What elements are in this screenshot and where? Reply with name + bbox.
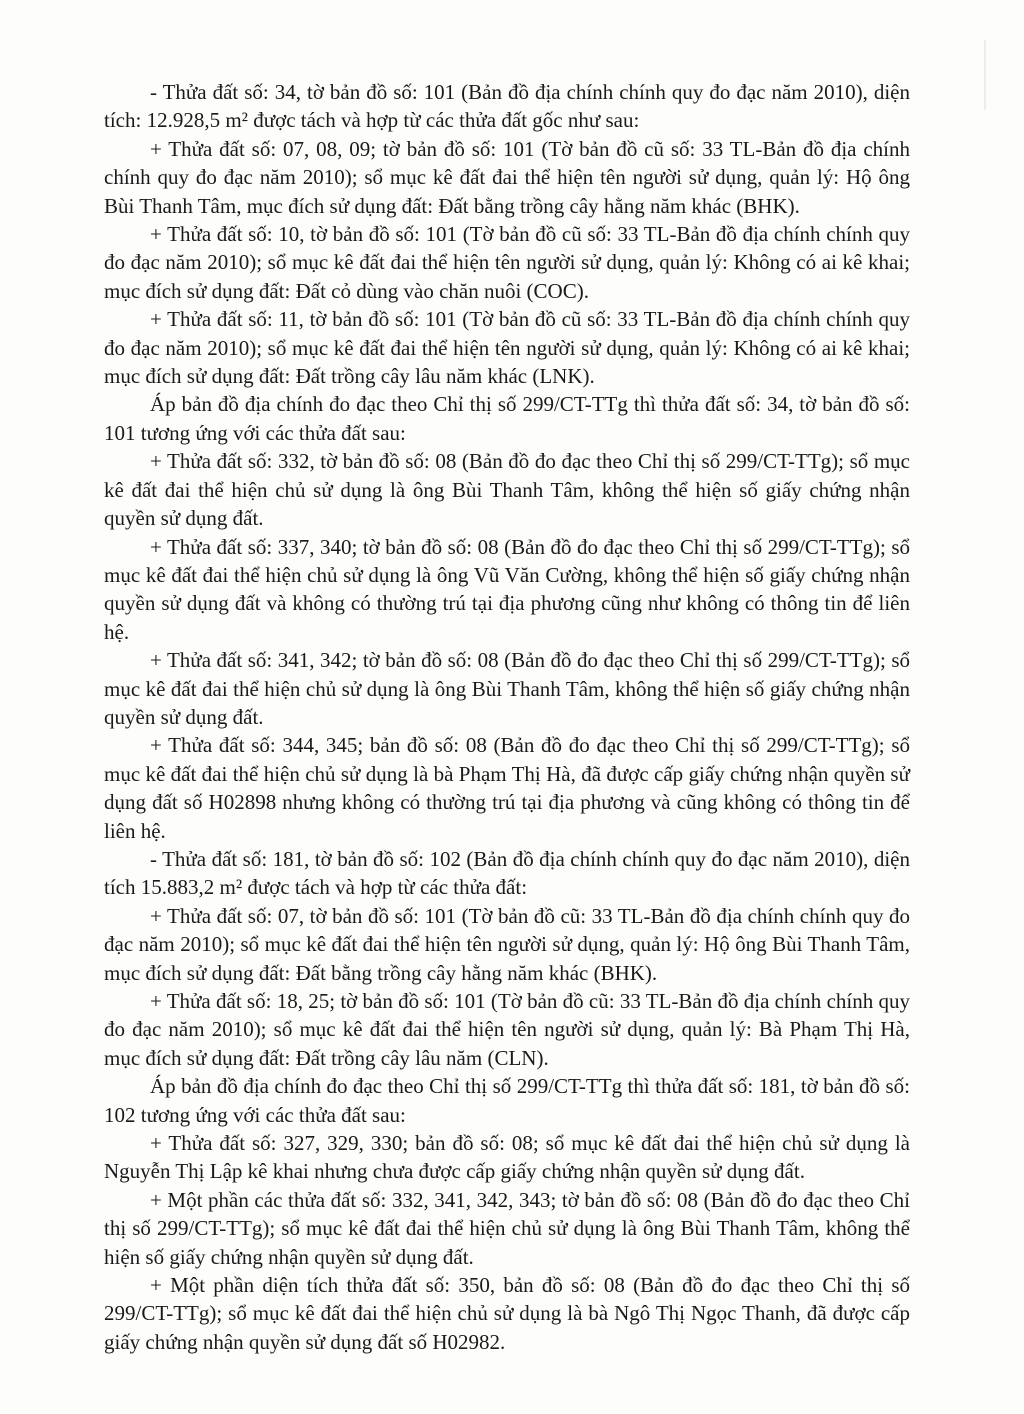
paragraph-parcel-332-341-342-343: + Một phần các thửa đất số: 332, 341, 342, 343; tờ bản đồ số: 08 (Bản đồ đo đạc theo Chỉ thị số 299/CT-TTg); sổ mục kê đất đai thể hiện chủ sử dụng là ông Bùi Thanh Tâm, không thể hiện số giấy chứng nhận quyền sử dụng đất. <box>104 1187 910 1269</box>
scan-edge-mark <box>984 40 986 110</box>
paragraph-parcel-10: + Thửa đất số: 10, tờ bản đồ số: 101 (Tờ bản đồ cũ số: 33 TL-Bản đồ địa chính chính quy đo đạc năm 2010); sổ mục kê đất đai thể hiện tên người sử dụng, quản lý: Không có ai kê khai; mục đích sử dụng đất: Đất cỏ dùng vào chăn nuôi (COC). <box>104 222 910 303</box>
paragraph-parcel-07: + Thửa đất số: 07, tờ bản đồ số: 101 (Tờ bản đồ cũ: 33 TL-Bản đồ địa chính chính quy đo đạc năm 2010); sổ mục kê đất đai thể hiện tên người sử dụng, quản lý: Hộ ông Bùi Thanh Tâm, mục đích sử dụng đất: Đất bằng trồng cây hằng năm khác (BHK). <box>104 903 910 985</box>
paragraph-parcel-07-08-09: + Thửa đất số: 07, 08, 09; tờ bản đồ số: 101 (Tờ bản đồ cũ số: 33 TL-Bản đồ địa chính chính quy đo đạc năm 2010); sổ mục kê đất đai thể hiện tên người sử dụng, quản lý: Hộ ông Bùi Thanh Tâm, mục đích sử dụng đất: Đất bằng trồng cây hằng năm khác (BHK). <box>104 136 910 218</box>
paragraph-parcel-11: + Thửa đất số: 11, tờ bản đồ số: 101 (Tờ bản đồ cũ số: 33 TL-Bản đồ địa chính chính quy đo đạc năm 2010); sổ mục kê đất đai thể hiện tên người sử dụng, quản lý: Không có ai kê khai; mục đích sử dụng đất: Đất trồng cây lâu năm khác (LNK). <box>104 307 910 389</box>
paragraph-parcel-18-25: + Thửa đất số: 18, 25; tờ bản đồ số: 101 (Tờ bản đồ cũ: 33 TL-Bản đồ địa chính chính quy đo đạc năm 2010); sổ mục kê đất đai thể hiện tên người sử dụng, quản lý: Bà Phạm Thị Hà, mục đích sử dụng đất: Đất trồng cây lâu năm (CLN). <box>104 989 910 1070</box>
paragraph-parcel-181: - Thửa đất số: 181, tờ bản đồ số: 102 (Bản đồ địa chính chính quy đo đạc năm 2010), diện tích 15.883,2 m² được tách và hợp từ các thửa đất: <box>104 846 910 900</box>
paragraph-mapping-parcel-34: Áp bản đồ địa chính đo đạc theo Chỉ thị số 299/CT-TTg thì thửa đất số: 34, tờ bản đồ số: 101 tương ứng với các thửa đất sau: <box>104 392 910 445</box>
paragraph-parcel-344-345: + Thửa đất số: 344, 345; bản đồ số: 08 (Bản đồ đo đạc theo Chỉ thị số 299/CT-TTg); sổ mục kê đất đai thể hiện chủ sử dụng là bà Phạm Thị Hà, đã được cấp giấy chứng nhận quyền sử dụng đất số H02898 nhưng không có thường trú tại địa phương và cũng không có thông tin để liên hệ. <box>104 733 910 843</box>
paragraph-parcel-332: + Thửa đất số: 332, tờ bản đồ số: 08 (Bản đồ đo đạc theo Chỉ thị số 299/CT-TTg); sổ mục kê đất đai thể hiện chủ sử dụng là ông Bùi Thanh Tâm, không thể hiện số giấy chứng nhận quyền sử dụng đất. <box>104 449 910 531</box>
paragraph-parcel-327-329-330: + Thửa đất số: 327, 329, 330; bản đồ số: 08; sổ mục kê đất đai thể hiện chủ sử dụng là Nguyễn Thị Lập kê khai nhưng chưa được cấp giấy chứng nhận quyền sử dụng đất. <box>104 1131 910 1184</box>
paragraph-parcel-350: + Một phần diện tích thửa đất số: 350, bản đồ số: 08 (Bản đồ đo đạc theo Chỉ thị số 299/CT-TTg); sổ mục kê đất đai thể hiện chủ sử dụng là bà Ngô Thị Ngọc Thanh, đã được cấp giấy chứng nhận quyền sử dụng đất số H02982. <box>104 1273 910 1354</box>
document-body <box>104 78 910 1356</box>
paragraph-mapping-parcel-181: Áp bản đồ địa chính đo đạc theo Chỉ thị số 299/CT-TTg thì thửa đất số: 181, tờ bản đồ số: 102 tương ứng với các thửa đất sau: <box>104 1074 910 1127</box>
paragraph-parcel-337-340: + Thửa đất số: 337, 340; tờ bản đồ số: 08 (Bản đồ đo đạc theo Chỉ thị số 299/CT-TTg); sổ mục kê đất đai thể hiện chủ sử dụng là ông Vũ Văn Cường, không thể hiện số giấy chứng nhận quyền sử dụng đất và không có thường trú tại địa phương cũng như không có thông tin để liên hệ. <box>104 534 910 644</box>
paragraph-parcel-34: - Thửa đất số: 34, tờ bản đồ số: 101 (Bản đồ địa chính chính quy đo đạc năm 2010), diện tích: 12.928,5 m² được tách và hợp từ các thửa đất gốc như sau: <box>104 80 910 133</box>
paragraph-parcel-341-342: + Thửa đất số: 341, 342; tờ bản đồ số: 08 (Bản đồ đo đạc theo Chỉ thị số 299/CT-TTg); sổ mục kê đất đai thể hiện chủ sử dụng là ông Bùi Thanh Tâm, không thể hiện số giấy chứng nhận quyền sử dụng đất. <box>104 648 910 729</box>
